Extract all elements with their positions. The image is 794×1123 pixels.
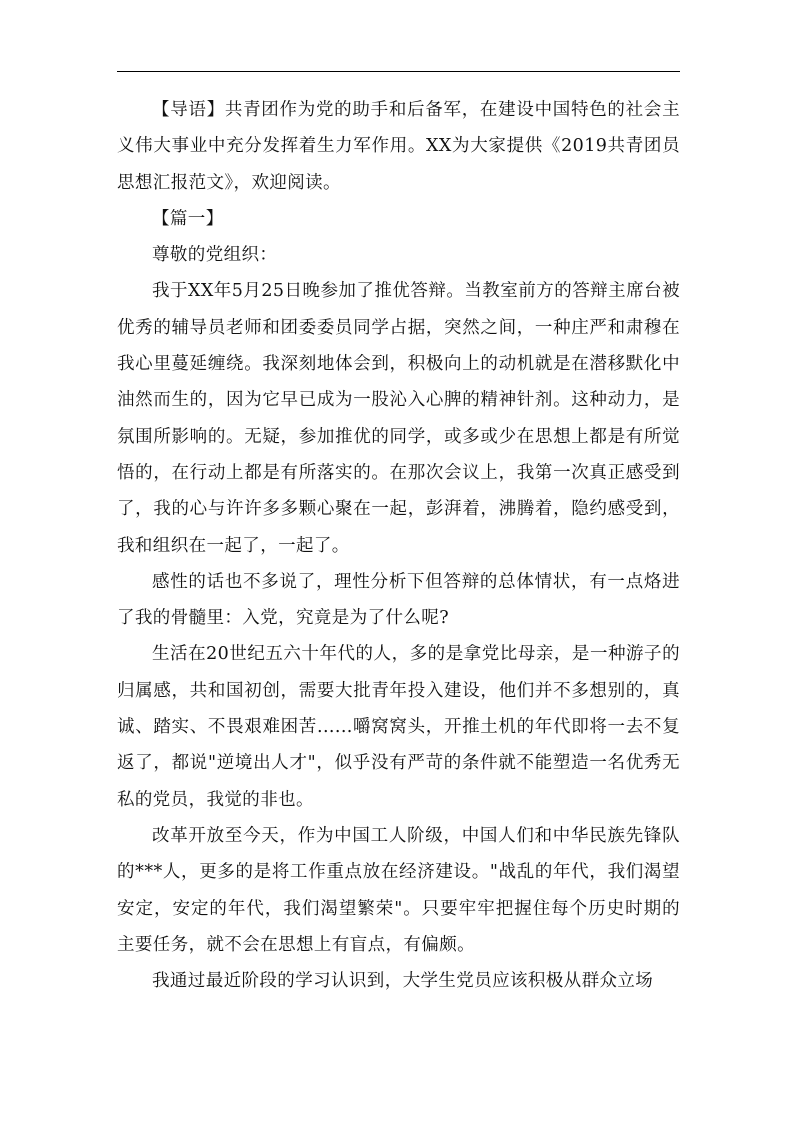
salutation: 尊敬的党组织： [152, 245, 278, 266]
body-paragraph: 我于XX年5月25日晚参加了推优答辩。当教室前方的答辩主席台被优秀的辅导员老师和团委委员同学占据，突然之间，一种庄严和肃穆在我心里蔓延缠绕。我深刻地体会到，积极向上的动机就是在潜移默化中油然而生的，因为它早已成为一股沁入心脾的精神针剂。这种动力，是氛围所影响的。无疑，参加推优的同学，或多或少在思想上都是有所觉悟的，在行动上都是有所落实的。在那次会议上，我第一次真正感受到了，我的心与许许多多颗心聚在一起，彭湃着，沸腾着，隐约感受到，我和组织在一起了，一起了。 [117, 281, 680, 556]
header-rule [117, 71, 680, 72]
body-paragraph: 改革开放至今天，作为中国工人阶级，中国人们和中华民族先锋队的***人，更多的是将工作重点放在经济建设。"战乱的年代，我们渴望安定，安定的年代，我们渴望繁荣"。只要牢牢把握住每个历史时期的主要任务，就不会在思想上有盲点，有偏颇。 [117, 825, 680, 955]
body-paragraph: 我通过最近阶段的学习认识到，大学生党员应该积极从群众立场 [152, 971, 654, 992]
body-paragraph: 生活在20世纪五六十年代的人，多的是拿党比母亲，是一种游子的归属感，共和国初创，需要大批青年投入建设，他们并不多想别的，真诚、踏实、不畏艰难困苦......嚼窝窝头，开推土机的年代即将一去不复返了，都说"逆境出人才"，似乎没有严苛的条件就不能塑造一名优秀无私的党员，我觉的非也。 [117, 644, 680, 810]
body-paragraph: 感性的话也不多说了，理性分析下但答辩的总体情状，有一点烙进了我的骨髓里：入党，究竟是为了什么呢? [117, 571, 680, 629]
section-heading: 【篇一】 [152, 208, 224, 229]
intro-paragraph: 【导语】共青团作为党的助手和后备军，在建设中国特色的社会主义伟大事业中充分发挥着生力军作用。XX为大家提供《2019共青团员思想汇报范文》，欢迎阅读。 [117, 100, 680, 193]
document-body [117, 92, 680, 999]
